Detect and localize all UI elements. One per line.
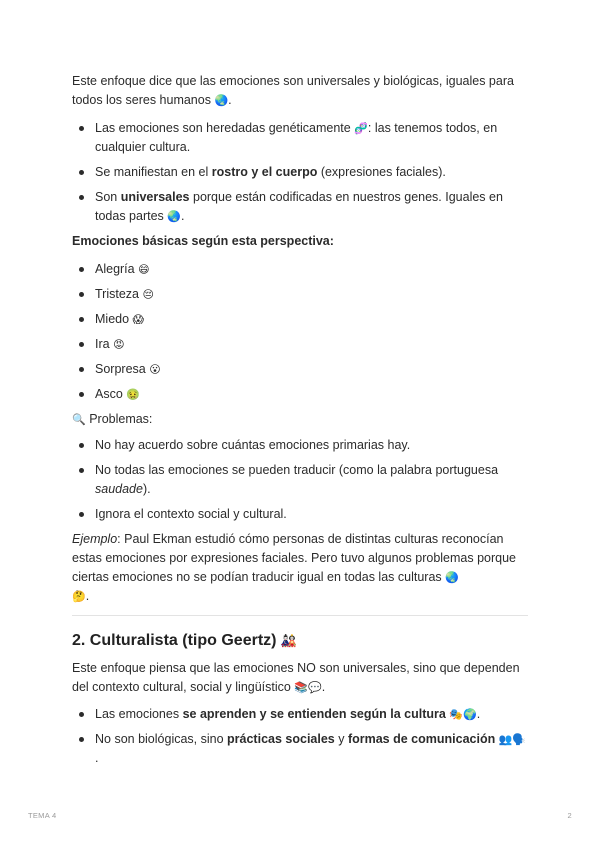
list-item: Son universales porque están codificadas en nuestros genes. Iguales en todas partes 🌏.	[72, 188, 528, 226]
problems-heading: 🔍 Problemas:	[72, 410, 528, 429]
example-paragraph: Ejemplo: Paul Ekman estudió cómo personas de distintas culturas reconocían estas emociones por expresiones faciales. Pero tuvo algunos problemas porque ciertas emociones no se podían traducir igual en todas las culturas 🌏 🤔.	[72, 530, 528, 606]
section-heading: 2. Culturalista (tipo Geertz) 🎎	[72, 630, 528, 652]
surprised-face-icon: 😮	[149, 363, 161, 376]
pensive-face-icon: 😔	[142, 288, 154, 301]
footer-section-label: TEMA 4	[28, 811, 57, 820]
document-page	[72, 72, 528, 774]
problems-list	[72, 436, 528, 524]
grinning-face-icon: 😄	[138, 263, 150, 276]
list-item: Ira 😡	[72, 335, 528, 354]
list-item: Tristeza 😔	[72, 285, 528, 304]
intro-paragraph: Este enfoque dice que las emociones son universales y biológicas, iguales para todos los seres humanos 🌏.	[72, 72, 528, 110]
thinking-face-icon: 🤔	[72, 590, 86, 603]
list-item: Las emociones se aprenden y se entienden según la cultura 🎭🌍.	[72, 705, 528, 724]
list-item: Las emociones son heredadas genéticamente 🧬: las tenemos todos, en cualquier cultura.	[72, 119, 528, 157]
earth-globe-icon: 🌏	[167, 210, 181, 223]
list-item: Se manifiestan en el rostro y el cuerpo (expresiones faciales).	[72, 163, 528, 182]
basic-emotions-heading: Emociones básicas según esta perspectiva:	[72, 234, 334, 248]
books-speech-icon: 📚💬	[294, 681, 322, 694]
nauseated-face-icon: 🤢	[126, 388, 140, 401]
list-item: No hay acuerdo sobre cuántas emociones primarias hay.	[72, 436, 528, 455]
dna-icon: 🧬	[354, 122, 368, 135]
list-item: No son biológicas, sino prácticas sociales y formas de comunicación 👥🗣️.	[72, 730, 528, 768]
list-item: Ignora el contexto social y cultural.	[72, 505, 528, 524]
dolls-icon: 🎎	[280, 634, 298, 649]
earth-globe-icon: 🌏	[445, 571, 459, 584]
list-item: Sorpresa 😮	[72, 360, 528, 379]
footer-page-number: 2	[567, 811, 572, 820]
people-speaking-icon: 👥🗣️	[498, 733, 527, 746]
list-item: No todas las emociones se pueden traducir (como la palabra portuguesa saudade).	[72, 461, 528, 499]
magnifier-icon: 🔍	[72, 413, 86, 426]
screaming-face-icon: 😱	[132, 313, 144, 326]
culturalist-list	[72, 705, 528, 768]
angry-face-icon: 😡	[113, 338, 125, 351]
section-divider	[72, 615, 528, 616]
list-item: Miedo 😱	[72, 310, 528, 329]
list-item: Alegría 😄	[72, 260, 528, 279]
list-item: Asco 🤢	[72, 385, 528, 404]
theater-globe-icon: 🎭🌍	[449, 708, 477, 721]
earth-globe-icon: 🌏	[214, 94, 229, 107]
section2-intro: Este enfoque piensa que las emociones NO son universales, sino que dependen del contexto cultural, social y lingüístico 📚💬.	[72, 659, 528, 697]
traits-list	[72, 119, 528, 226]
basic-emotions-list	[72, 260, 528, 404]
